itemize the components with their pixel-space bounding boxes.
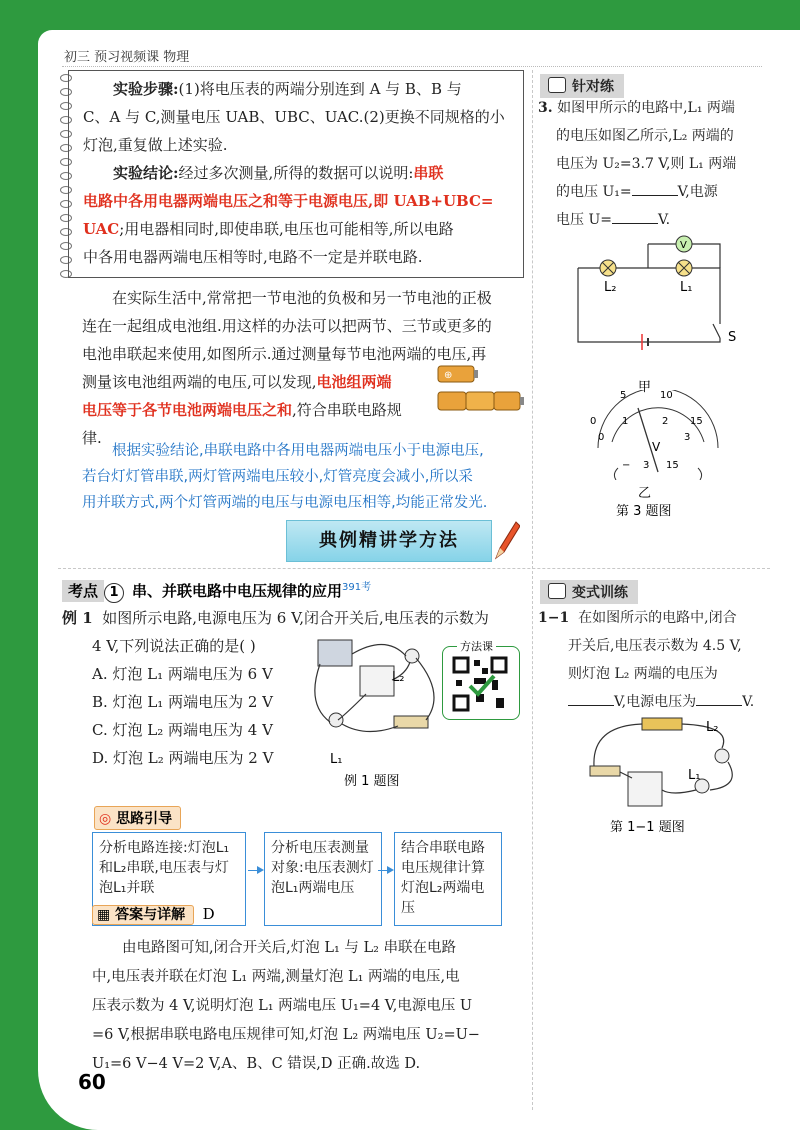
conclusion-text-1: 经过多次测量,所得的数据可以说明: — [178, 164, 414, 182]
pencil-icon — [490, 518, 520, 562]
scale-top-5: 5 — [620, 390, 627, 401]
page-number: 60 — [78, 1070, 106, 1094]
label-L1: L₁ — [680, 280, 693, 295]
variant-circuit-image — [572, 716, 752, 812]
practice-number: 3. — [538, 100, 553, 116]
battery-pack-image — [434, 362, 526, 418]
answer-blank-l2[interactable] — [568, 693, 614, 706]
terminal-3: 3 — [643, 460, 650, 471]
practice-tag: 针对练 — [540, 74, 624, 98]
answer-line-2: 中,电压表并联在灯泡 L₁ 两端,测量灯泡 L₁ 两端的电压,电 — [92, 969, 460, 985]
topic-title: 串、并联电路中电压规律的应用 — [132, 582, 343, 600]
para-line-4: 测量该电池组两端的电压,可以发现, — [82, 373, 317, 391]
svg-text:⊕: ⊕ — [444, 370, 453, 381]
option-c[interactable]: C. 灯泡 L₂ 两端电压为 4 V — [92, 721, 273, 739]
variant-tag: 变式训练 — [540, 580, 638, 604]
answer-heading — [92, 904, 215, 924]
para-red-1: 电池组两端 — [316, 373, 392, 391]
answer-blank-u1[interactable] — [632, 183, 678, 196]
practice-line-4: 的电压 U₁= — [556, 184, 632, 200]
thinking-box-2: 分析电压表测量对象:电压表测灯泡L₁两端电压 — [264, 832, 382, 926]
answer-blank-source[interactable] — [696, 693, 742, 706]
thinking-box-3: 结合串联电路电压规律计算灯泡L₂两端电压 — [394, 832, 502, 926]
scale-top-0: 0 — [590, 416, 597, 427]
fig-label-yi: 乙 — [638, 486, 652, 501]
scale-bottom-0: 0 — [598, 432, 605, 443]
header-rule — [62, 66, 762, 67]
practice-line-3: 电压为 U₂=3.7 V,则 L₁ 两端 — [556, 156, 737, 172]
para-red-2: 电压等于各节电池两端电压之和 — [82, 401, 293, 419]
example-L2: L₂ — [392, 670, 405, 685]
answer-line-4: =6 V,根据串联电路电压规律可知,灯泡 L₂ 两端电压 U₂=U− — [92, 1027, 480, 1043]
para-line-5: ,符合串联电路规 — [292, 401, 402, 419]
answer-value: D — [202, 905, 215, 923]
fig-label-jia: 甲 — [638, 380, 652, 395]
answer-line-5: U₁=6 V−4 V=2 V,A、B、C 错误,D 正确.故选 D. — [92, 1056, 421, 1072]
column-divider — [532, 70, 533, 1110]
hand-icon-2 — [548, 583, 566, 599]
topic-heading — [62, 578, 371, 603]
topic-number: 1 — [104, 583, 124, 603]
svg-text:V: V — [680, 240, 687, 251]
conclusion-text-3: 中各用电器两端电压相等时,电路不一定是并联电路. — [83, 248, 423, 266]
page — [38, 30, 800, 1130]
terminal-minus: − — [622, 460, 631, 471]
conclusion-red-1: 串联 — [413, 164, 444, 182]
para-line-2: 连在一起组成电池组.用这样的办法可以把两节、三节或更多的 — [82, 317, 492, 335]
thinking-box-1: 分析电路连接:灯泡L₁和L₂串联,电压表与灯泡L₁并联 — [92, 832, 246, 926]
scale-top-15: 15 — [690, 416, 703, 427]
conclusion-red-2: 电路中各用电器两端电压之和等于电源电压,即 UAB+UBC= — [83, 192, 494, 210]
answer-blank-u[interactable] — [612, 211, 658, 224]
section-banner: 典例精讲学方法 — [286, 520, 492, 562]
example-line-2: 4 V,下列说法正确的是( ) — [92, 637, 256, 655]
hand-icon — [548, 77, 566, 93]
example-line-1: 如图所示电路,电源电压为 6 V,闭合开关后,电压表的示数为 — [102, 609, 489, 627]
para-line-6: 律. — [82, 429, 102, 447]
practice-line-5: 电压 U= — [556, 212, 612, 228]
practice-fig-caption: 第 3 题图 — [616, 504, 672, 519]
conclusion-label: 实验结论: — [113, 164, 179, 182]
answer-explanation — [92, 934, 524, 1079]
practice-question — [538, 94, 758, 234]
example-circuit-image — [306, 634, 446, 752]
example-fig-caption: 例 1 题图 — [344, 774, 400, 789]
label-L2: L₂ — [604, 280, 617, 295]
thinking-arrow-2 — [378, 870, 392, 871]
topic-label: 考点 — [62, 580, 104, 602]
thinking-label: ◎ 思路引导 — [94, 806, 181, 830]
qr-label: 方法课 — [457, 638, 496, 654]
option-a[interactable]: A. 灯泡 L₁ 两端电压为 6 V — [92, 665, 273, 683]
label-S: S — [728, 330, 737, 345]
variant-line-3: 则灯泡 L₂ 两端的电压为 — [568, 666, 718, 682]
steps-label: 实验步骤: — [113, 80, 179, 98]
answer-label: ▦ 答案与详解 — [92, 905, 194, 925]
steps-text-3: 灯泡,重复做上述实验. — [83, 136, 228, 154]
option-d[interactable]: D. 灯泡 L₂ 两端电压为 2 V — [92, 749, 274, 767]
variant-line-4: V,电源电压为 — [614, 694, 697, 710]
practice-line-2: 的电压如图乙所示,L₂ 两端的 — [556, 128, 734, 144]
qr-card[interactable] — [442, 640, 520, 720]
variant-number: 1−1 — [538, 610, 570, 626]
blue-note-line-2: 若台灯灯管串联,两灯管两端电压较小,灯管亮度会减小,所以采 — [82, 469, 473, 485]
answer-line-1: 由电路图可知,闭合开关后,灯泡 L₁ 与 L₂ 串联在电路 — [122, 940, 457, 956]
practice-line-5b: V. — [657, 212, 671, 228]
blue-note-line-3: 用并联方式,两个灯管两端的电压与电源电压相等,均能正常发光. — [82, 495, 488, 511]
scale-top-10: 10 — [660, 390, 673, 401]
circuit-diagram-jia — [558, 234, 758, 376]
para-line-1: 在实际生活中,常常把一节电池的负极和另一节电池的正极 — [112, 289, 492, 307]
notebook-box — [68, 70, 524, 278]
meter-V-label: V — [652, 440, 661, 454]
topic-ref: 391考 — [342, 582, 372, 593]
variant-line-4b: V. — [742, 694, 755, 710]
answer-line-3: 压表示数为 4 V,说明灯泡 L₁ 两端电压 U₁=4 V,电源电压 U — [92, 998, 473, 1014]
calendar-icon: ▦ — [97, 907, 111, 923]
practice-line-4b: V,电源 — [677, 184, 718, 200]
blue-note-line-1: 根据实验结论,串联电路中各用电器两端电压小于电源电压, — [112, 443, 484, 459]
conclusion-text-2: ;用电器相同时,即使串联,电压也可能相等,所以电路 — [119, 220, 454, 238]
steps-text-2: C、A 与 C,测量电压 UAB、UBC、UAC.(2)更换不同规格的小 — [83, 108, 505, 126]
page-header: 初三 预习视频课 物理 — [64, 50, 190, 65]
example-L1: L₁ — [330, 752, 343, 767]
scale-bottom-3: 3 — [684, 432, 691, 443]
conclusion-red-3: UAC — [83, 220, 120, 238]
variant-L1: L₁ — [688, 768, 701, 783]
variant-line-2: 开关后,电压表示数为 4.5 V, — [568, 638, 742, 654]
steps-text-1: (1)将电压表的两端分别连到 A 与 B、B 与 — [178, 80, 462, 98]
scale-bottom-1: 1 — [622, 416, 629, 427]
variant-fig-caption: 第 1−1 题图 — [610, 820, 685, 835]
para-line-3: 电池串联起来使用,如图所示.通过测量每节电池两端的电压,再 — [82, 345, 487, 363]
terminal-15: 15 — [666, 460, 679, 471]
variant-L2: L₂ — [706, 720, 719, 735]
variant-line-1: 在如图所示的电路中,闭合 — [578, 610, 737, 626]
blue-note — [82, 438, 542, 516]
example-id: 例 1 — [62, 609, 93, 627]
scale-bottom-2: 2 — [662, 416, 669, 427]
target-icon: ◎ — [99, 811, 112, 827]
variant-question — [538, 604, 762, 716]
option-b[interactable]: B. 灯泡 L₁ 两端电压为 2 V — [92, 693, 273, 711]
thinking-arrow-1 — [248, 870, 262, 871]
qr-code-icon — [452, 656, 508, 712]
practice-line-1: 如图甲所示的电路中,L₁ 两端 — [557, 100, 735, 116]
section-divider — [58, 568, 770, 569]
